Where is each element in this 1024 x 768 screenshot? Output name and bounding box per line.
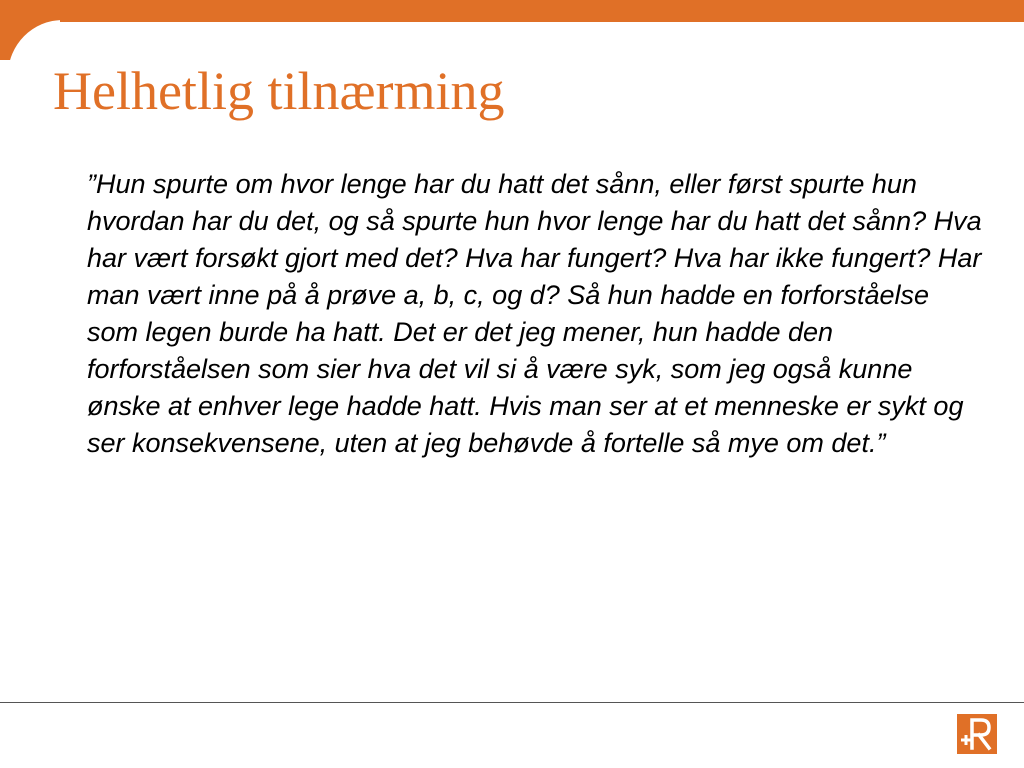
top-accent-bar	[0, 0, 1024, 22]
footer-divider	[0, 702, 1024, 703]
quote-text: ”Hun spurte om hvor lenge har du hatt det sånn, eller først spurte hun hvordan har du det, og så spurte hun hvor lenge har du hatt det sånn? Hva har vært forsøkt gjort med det? Hva har fungert? Hva har ikke fungert? Har man vært inne på å prøve a, b, c, og d? Så hun hadde en forforståelse som legen burde ha hatt. Det er det jeg mener, hun hadde den forforståelsen som sier hva det vil si å være syk, som jeg også kunne ønske at enhver lege hadde hatt. Hvis man ser at et menneske er sykt og ser konsekvensene, uten at jeg behøvde å fortelle så mye om det.”	[87, 169, 982, 458]
slide-title: Helhetlig tilnærming	[53, 61, 505, 121]
r-plus-logo-icon	[957, 714, 997, 754]
corner-curve	[0, 0, 60, 60]
